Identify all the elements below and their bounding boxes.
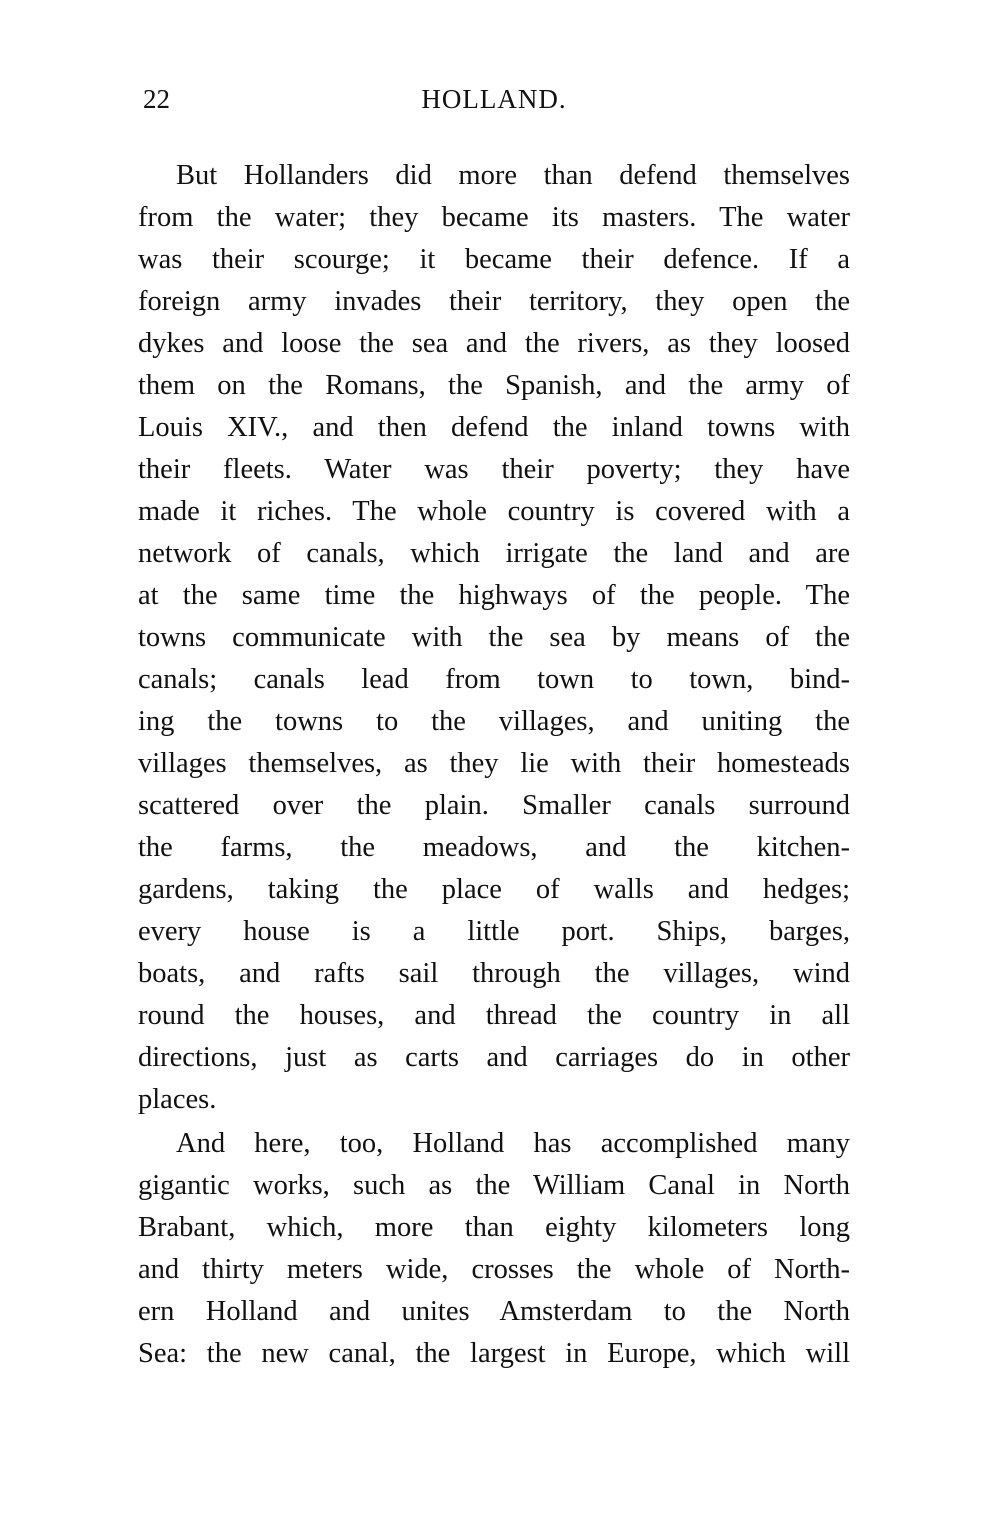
text-line: gigantic works, such as the William Canal in North xyxy=(138,1170,850,1201)
text-line: Louis XIV., and then defend the inland towns with xyxy=(138,412,850,443)
text-line: canals; canals lead from town to town, bind- xyxy=(138,664,850,695)
text-line: boats, and rafts sail through the villages, wind xyxy=(138,958,850,989)
text-line: ern Holland and unites Amsterdam to the North xyxy=(138,1296,850,1327)
text-line: gardens, taking the place of walls and hedges; xyxy=(138,874,850,905)
text-line: But Hollanders did more than defend themselves xyxy=(176,160,850,191)
text-line: them on the Romans, the Spanish, and the army of xyxy=(138,370,850,401)
body-text xyxy=(138,155,850,1375)
paragraph-1 xyxy=(138,155,850,1121)
text-line: made it riches. The whole country is covered with a xyxy=(138,496,850,527)
text-line: was their scourge; it became their defence. If a xyxy=(138,244,850,275)
page-header xyxy=(138,84,850,120)
text-line: every house is a little port. Ships, barges, xyxy=(138,916,850,947)
text-line: their fleets. Water was their poverty; they have xyxy=(138,454,850,485)
text-line: foreign army invades their territory, they open the xyxy=(138,286,850,317)
text-line: round the houses, and thread the country in all xyxy=(138,1000,850,1031)
text-line: network of canals, which irrigate the land and are xyxy=(138,538,850,569)
text-line: Sea: the new canal, the largest in Europe, which will xyxy=(138,1338,850,1369)
text-line: ing the towns to the villages, and uniting the xyxy=(138,706,850,737)
text-line: dykes and loose the sea and the rivers, as they loosed xyxy=(138,328,850,359)
text-line: the farms, the meadows, and the kitchen- xyxy=(138,832,850,863)
text-line: at the same time the highways of the people. The xyxy=(138,580,850,611)
text-line: from the water; they became its masters. The water xyxy=(138,202,850,233)
page-number: 22 xyxy=(143,84,170,114)
text-line: villages themselves, as they lie with their homesteads xyxy=(138,748,850,779)
text-line: scattered over the plain. Smaller canals surround xyxy=(138,790,850,821)
paragraph-2 xyxy=(138,1123,850,1375)
text-line: and thirty meters wide, crosses the whole of North- xyxy=(138,1254,850,1285)
text-line: Brabant, which, more than eighty kilometers long xyxy=(138,1212,850,1243)
running-title: HOLLAND. xyxy=(421,84,567,114)
text-line: directions, just as carts and carriages do in other xyxy=(138,1042,850,1073)
text-line: towns communicate with the sea by means of the xyxy=(138,622,850,653)
text-line: places. xyxy=(138,1084,217,1115)
text-line: And here, too, Holland has accomplished many xyxy=(176,1128,850,1159)
